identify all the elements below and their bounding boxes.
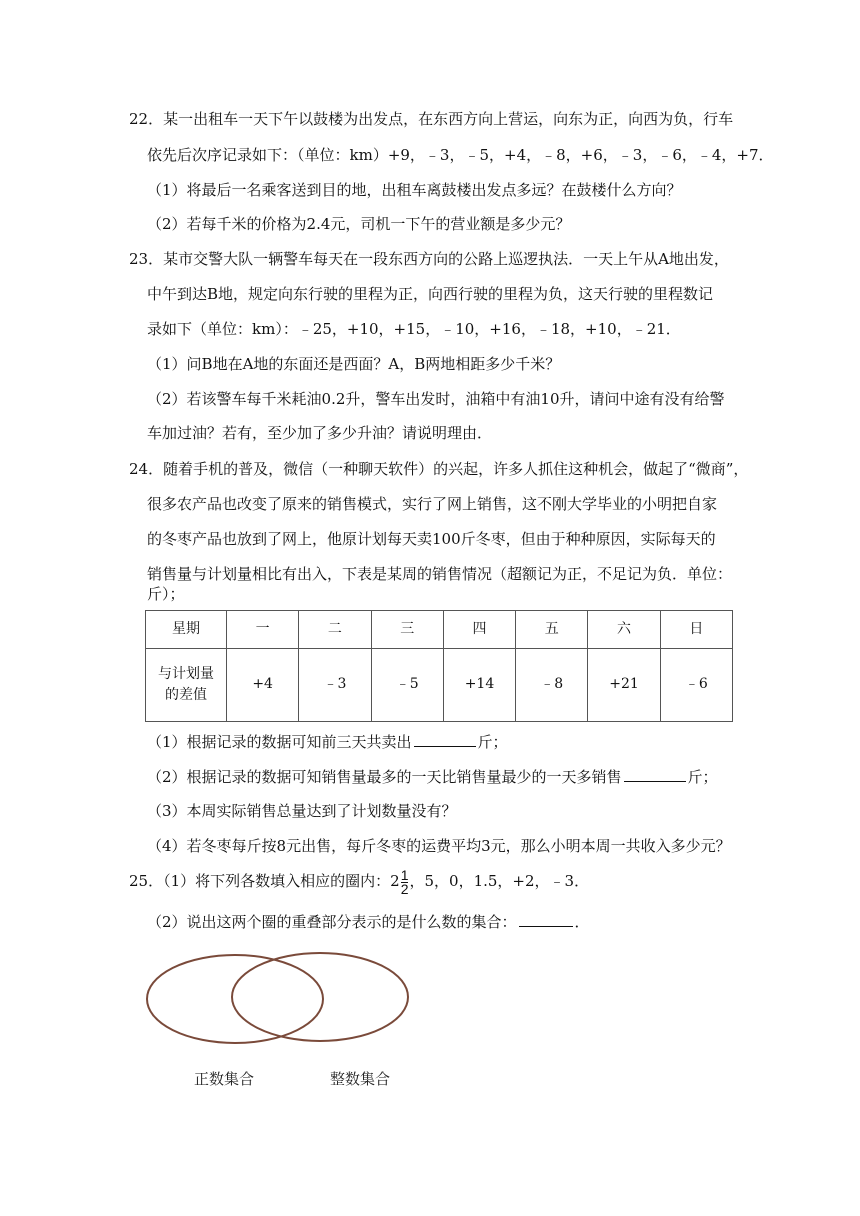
q24-sub3: （3）本周实际销售总量达到了计划数量没有？: [147, 802, 457, 820]
q23-line2: 中午到达B地，规定向东行驶的里程为正，向西行驶的里程为负，这天行驶的里程数记: [147, 285, 714, 303]
fraction-denominator: 2: [400, 880, 409, 897]
table-row-label-1: 与计划量: [158, 665, 214, 682]
q24-sub1-unit: 斤；: [477, 733, 508, 751]
table-day: 二: [299, 611, 371, 649]
q24-line2: 很多农产品也改变了原来的销售模式，实行了网上销售，这不刚大学毕业的小明把自家: [147, 495, 718, 513]
answer-blank[interactable]: [414, 732, 476, 747]
answer-blank[interactable]: [519, 912, 573, 927]
table-day: 五: [516, 611, 588, 649]
q22-line2: 依先后次序记录如下：（单位：km）+9，﹣3，﹣5，+4，﹣8，+6，﹣3，﹣6，﹣4，+7．: [147, 146, 774, 164]
q25-line1: [129, 868, 589, 896]
table-cell: ﹣6: [660, 648, 732, 721]
q24-line1: 24．随着手机的普及，微信（一种聊天软件）的兴起，许多人抓住这种机会，做起了“微商”，: [129, 460, 749, 478]
q24-line4: 销售量与计划量相比有出入，下表是某周的销售情况（超额记为正，不足记为负．单位：: [147, 565, 733, 583]
q24-sub2-text: （2）根据记录的数据可知销售量最多的一天比销售量最少的一天多销售: [147, 768, 622, 786]
q24-sub2: [147, 767, 718, 787]
q22-line1: 22．某一出租车一天下午以鼓楼为出发点，在东西方向上营运，向东为正，向西为负，行车: [129, 110, 734, 128]
q25-line1-numbers: ，5，0，1.5，+2，﹣3．: [409, 872, 590, 890]
venn-right-label: 整数集合: [330, 1070, 391, 1088]
q25-sub2-end: ．: [574, 913, 590, 931]
table-day: 三: [371, 611, 443, 649]
sales-table: [145, 610, 733, 722]
table-cell: ﹣5: [371, 648, 443, 721]
q24-line3: 的冬枣产品也放到了网上，他原计划每天卖100斤冬枣，但由于种种原因，实际每天的: [147, 530, 716, 548]
q23-sub2a: （2）若该警车每千米耗油0.2升，警车出发时，油箱中有油10升，请问中途有没有给警: [147, 390, 725, 408]
q23-line3: 录如下（单位：km）：﹣25，+10，+15，﹣10，+16，﹣18，+10，﹣21．: [147, 320, 681, 338]
table-cell: +21: [588, 648, 660, 721]
table-header-label: 星期: [146, 611, 227, 649]
table-cell: +14: [443, 648, 515, 721]
q24-sub1-text: （1）根据记录的数据可知前三天共卖出: [147, 733, 412, 751]
table-cell: ﹣3: [299, 648, 371, 721]
table-row-label-2: 的差值: [165, 686, 207, 703]
table-cell: ﹣8: [516, 648, 588, 721]
table-day: 四: [443, 611, 515, 649]
q25-sub2: [147, 912, 590, 932]
venn-left-label: 正数集合: [194, 1070, 255, 1088]
table-day: 日: [660, 611, 732, 649]
table-day: 一: [227, 611, 299, 649]
answer-blank[interactable]: [624, 767, 686, 782]
table-cell: +4: [227, 648, 299, 721]
mixed-fraction: [400, 866, 409, 897]
q24-line5: 斤）；: [147, 585, 185, 603]
q25-sub2-text: （2）说出这两个圈的重叠部分表示的是什么数的集合：: [147, 913, 517, 931]
table-row-label: [146, 648, 227, 721]
q25-line1-text: 25．（1）将下列各数填入相应的圈内：2: [129, 872, 400, 890]
q23-sub1: （1）问B地在A地的东面还是西面？A，B两地相距多少千米？: [147, 355, 561, 373]
q24-sub4: （4）若冬枣每斤按8元出售，每斤冬枣的运费平均3元，那么小明本周一共收入多少元？: [147, 837, 731, 855]
q23-sub2b: 车加过油？若有，至少加了多少升油？请说明理由．: [147, 424, 493, 442]
q24-sub1: [147, 732, 508, 752]
table-day: 六: [588, 611, 660, 649]
q23-line1: 23．某市交警大队一辆警车每天在一段东西方向的公路上巡逻执法．一天上午从A地出发，: [129, 250, 729, 268]
q22-sub2: （2）若每千米的价格为2.4元，司机一下午的营业额是多少元？: [147, 215, 571, 233]
fraction-numerator: 1: [400, 866, 409, 883]
table-value-row: [146, 648, 733, 721]
q22-sub1: （1）将最后一名乘客送到目的地，出租车离鼓楼出发点多远？在鼓楼什么方向？: [147, 181, 682, 199]
q24-sub2-unit: 斤；: [687, 768, 718, 786]
table-header-row: [146, 611, 733, 649]
